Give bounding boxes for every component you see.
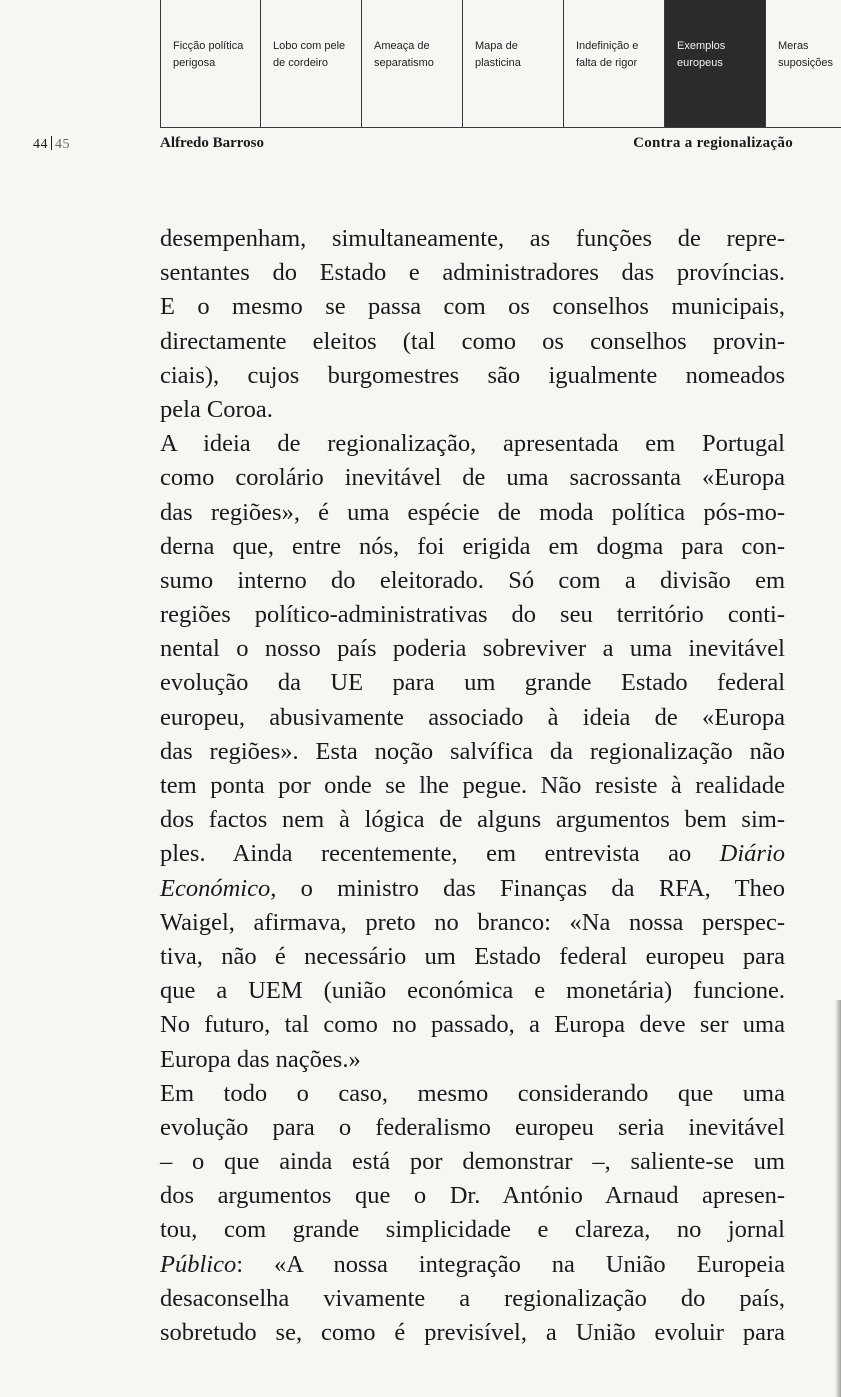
text-line: Europa das nações.» [160, 1045, 361, 1073]
tab-ficcao-politica[interactable]: Ficção política perigosa [160, 0, 260, 127]
running-author: Alfredo Barroso [160, 135, 265, 151]
text-line: sumo interno do eleitorado. Só com a divisão em [160, 566, 785, 594]
text-line: dos argumentos que o Dr. António Arnaud apresen- [160, 1182, 785, 1210]
text-line: pela Coroa. [160, 395, 273, 423]
page-number-left: 44 [33, 137, 48, 152]
page-number-separator [51, 136, 52, 150]
text-line: tou, com grande simplicidade e clareza, no jornal [160, 1216, 785, 1244]
text-line: das regiões». Esta noção salvífica da regionalização não [160, 737, 785, 765]
text-line: regiões político-administrativas do seu território conti- [160, 601, 785, 629]
tab-mapa-plasticina[interactable]: Mapa de plasticina [462, 0, 563, 127]
tab-exemplos-europeus[interactable]: Exemplos europeus [664, 0, 765, 127]
text-line: No futuro, tal como no passado, a Europa deve ser uma [160, 1011, 785, 1039]
text-line: tem ponta por onde se lhe pegue. Não resiste à realidade [160, 772, 785, 799]
text-line: evolução para o federalismo europeu seria inevitável [160, 1113, 785, 1141]
tab-ameaca-separatismo[interactable]: Ameaça de separatismo [361, 0, 462, 127]
body-text [160, 222, 785, 1350]
text-line: E o mesmo se passa com os conselhos municipais, [160, 293, 785, 321]
text-line: das regiões», é uma espécie de moda política pós-mo- [160, 498, 785, 526]
page-numbers [33, 136, 70, 153]
chapter-tabs [160, 0, 841, 127]
text-line: sobretudo se, como é previsível, a União evoluir para [160, 1319, 785, 1346]
page-edge-shadow [835, 1000, 841, 1397]
text-line: sentantes do Estado e administradores das províncias. [160, 259, 785, 287]
text-line: Em todo o caso, mesmo considerando que uma [160, 1079, 785, 1107]
text-line: Waigel, afirmava, preto no branco: «Na nossa perspec- [160, 908, 785, 936]
tab-meras-suposicoes[interactable]: Meras suposições [765, 0, 841, 127]
text-line: ciais), cujos burgomestres são igualmente nomeados [160, 361, 785, 389]
text-line: A ideia de regionalização, apresentada em Portugal [160, 430, 785, 458]
tab-indefinicao[interactable]: Indefinição e falta de rigor [563, 0, 664, 127]
text-line: como corolário inevitável de uma sacrossanta «Europa [160, 464, 785, 492]
text-line: europeu, abusivamente associado à ideia de «Europa [160, 703, 785, 731]
text-segment: o ministro das Finanças da RFA, Theo [276, 874, 785, 902]
text-line: desempenham, simultaneamente, as funções de repre- [160, 225, 785, 252]
text-line: evolução da UE para um grande Estado federal [160, 669, 785, 697]
text-line: derna que, entre nós, foi erigida em dogma para con- [160, 532, 785, 560]
italic-title-publico: Público [160, 1250, 237, 1278]
text-segment: : «A nossa integração na União Europeia [236, 1250, 785, 1278]
header-rule [160, 127, 841, 128]
page-number-right: 45 [55, 137, 70, 152]
text-line: que a UEM (união económica e monetária) funcione. [160, 977, 785, 1005]
text-line: dos factos nem à lógica de alguns argumentos bem sim- [160, 806, 785, 834]
italic-title-diario: Diário [719, 840, 785, 868]
text-segment: ples. Ainda recentemente, em entrevista ao [160, 840, 720, 868]
text-line: – o que ainda está por demonstrar –, saliente-se um [160, 1148, 785, 1176]
tab-lobo-com-pele[interactable]: Lobo com pele de cordeiro [260, 0, 361, 127]
text-line-with-italic [160, 1248, 785, 1282]
text-line: desaconselha vivamente a regionalização do país, [160, 1284, 785, 1312]
running-section-title: Contra a regionalização [633, 135, 793, 151]
text-line: nental o nosso país poderia sobreviver a uma inevitável [160, 635, 785, 663]
text-line-with-italic [160, 837, 785, 871]
text-line: directamente eleitos (tal como os conselhos provin- [160, 327, 785, 355]
text-line-with-italic [160, 872, 785, 906]
italic-title-economico: Económico, [160, 874, 277, 902]
text-line: tiva, não é necessário um Estado federal europeu para [160, 942, 785, 970]
